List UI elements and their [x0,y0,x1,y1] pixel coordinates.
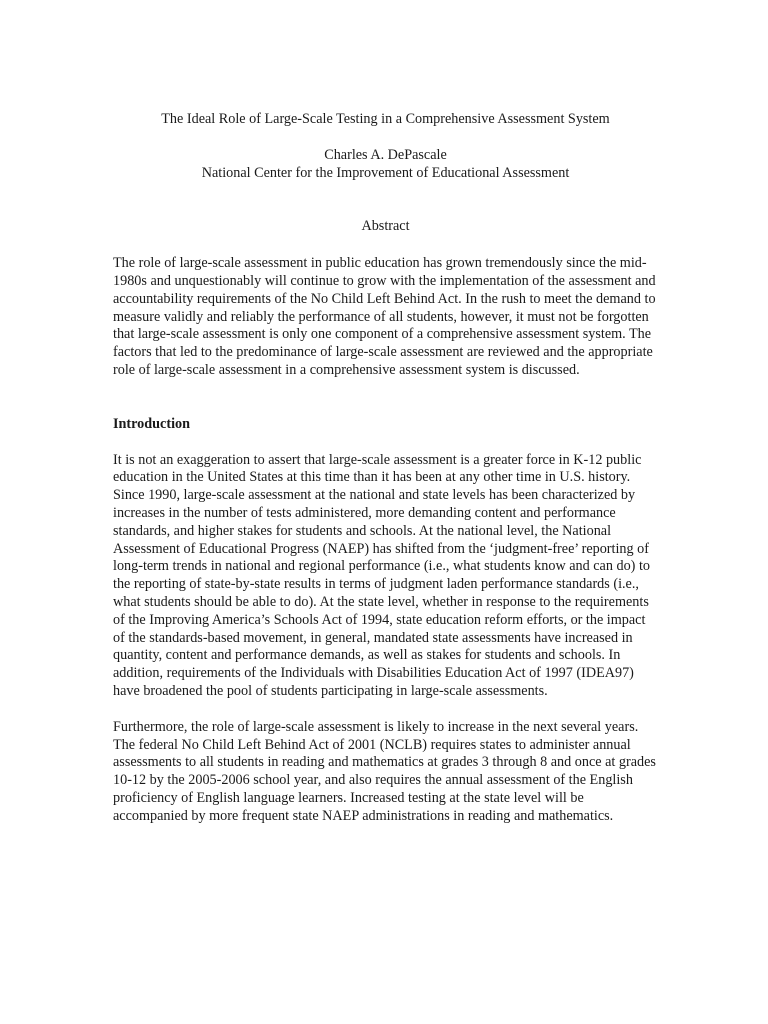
document-page [113,111,658,826]
introduction-heading: Introduction [113,415,190,432]
abstract-heading: Abstract [361,218,410,235]
paper-title: The Ideal Role of Large-Scale Testing in a Comprehensive Assessment System [161,111,610,127]
abstract-text: The role of large-scale assessment in public education has grown tremendously since the mid-1980s and unquestionably will continue to grow with the implementation of the assessment and accountability requirements of the No Child Left Behind Act. In the rush to meet the demand to measure validly and reliably the performance of all students, however, it must not be forgotten that large-scale assessment is only one component of a comprehensive assessment system. The factors that led to the predominance of large-scale assessment are reviewed and the appropriate role of large-scale assessment in a comprehensive assessment system is discussed. [113,255,656,378]
introduction-paragraph: It is not an exaggeration to assert that large-scale assessment is a greater force in K-12 public education in the United States at this time than it has been at any other time in U.S. history. Since 1990, large-scale assessment at the national and state levels has been characterized by increases in the number of tests administered, more demanding content and performance standards, and higher stakes for students and schools. At the national level, the National Assessment of Educational Progress (NAEP) has shifted from the ‘judgment-free’ reporting of long-term trends in national and regional performance (i.e., what students know and can do) to the reporting of state-by-state results in terms of judgment laden performance standards (i.e., what students should be able to do). At the state level, whether in response to the requirements of the Improving America’s Schools Act of 1994, state education reform efforts, or the impact of the standards-based movement, in general, mandated state assessments have increased in quantity, content and performance demands, as well as stakes for students and schools. In addition, requirements of the Individuals with Disabilities Education Act of 1997 (IDEA97) have broadened the pool of students participating in large-scale assessments. [113,451,650,699]
author-affiliation: National Center for the Improvement of Educational Assessment [201,164,570,181]
author-block [113,147,658,183]
author-name: Charles A. DePascale [324,146,447,163]
introduction-paragraph: Furthermore, the role of large-scale assessment is likely to increase in the next several years. The federal No Child Left Behind Act of 2001 (NCLB) requires states to administer annual assessments to all students in reading and mathematics at grades 3 through 8 and once at grades 10-12 by the 2005-2006 school year, and also requires the annual assessment of the English proficiency of English language learners. Increased testing at the state level will be accompanied by more frequent state NAEP administrations in reading and mathematics. [113,718,656,824]
